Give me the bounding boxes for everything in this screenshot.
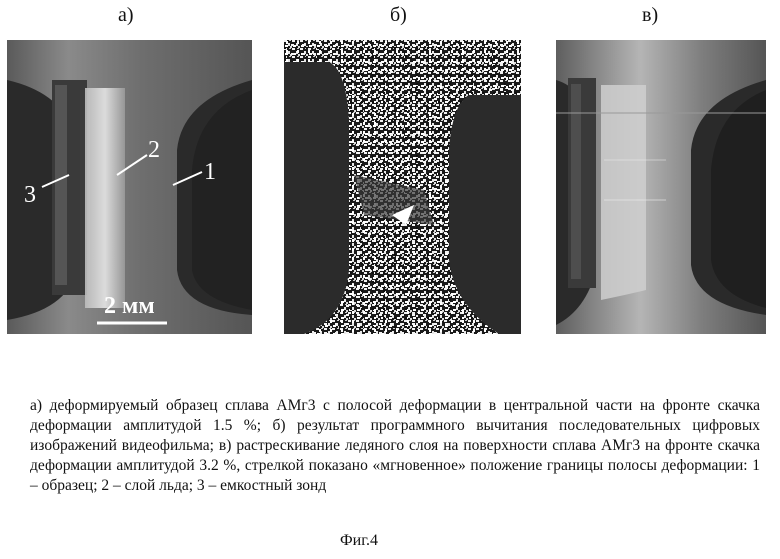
specimen-photo-a [7, 40, 252, 334]
panel-b-photo [284, 40, 521, 334]
panel-c-label: в) [642, 4, 659, 26]
callout-1: 1 [204, 159, 216, 185]
figure-label: Фиг.4 [340, 532, 378, 549]
panel-c-photo [556, 40, 766, 334]
panel-a-label: а) [118, 4, 134, 26]
callout-3: 3 [24, 182, 36, 208]
specimen-photo-c [556, 40, 766, 334]
callout-2: 2 [148, 137, 160, 163]
scale-bar-label: 2 мм [104, 293, 155, 319]
caption-text: а) деформируемый образец сплава АМг3 с полосой деформации в центральной части на фронте скачка деформации амплитудой 1.5 %; б) результат программного вычитания последовательных цифровых изображений видеофильма; в) растрескивание ледяного слоя на поверхности сплава АМг3 на фронте скачка деформации амплитудой 3.2 %, стрелкой показано «мгновенное» положение границы полосы деформации: 1 – образец; 2 – слой льда; 3 – емкостный зонд [30, 397, 760, 494]
panel-a-photo [7, 40, 252, 334]
panel-b-label: б) [390, 4, 407, 26]
subtraction-image-b [284, 40, 521, 334]
figure-caption [30, 396, 760, 496]
